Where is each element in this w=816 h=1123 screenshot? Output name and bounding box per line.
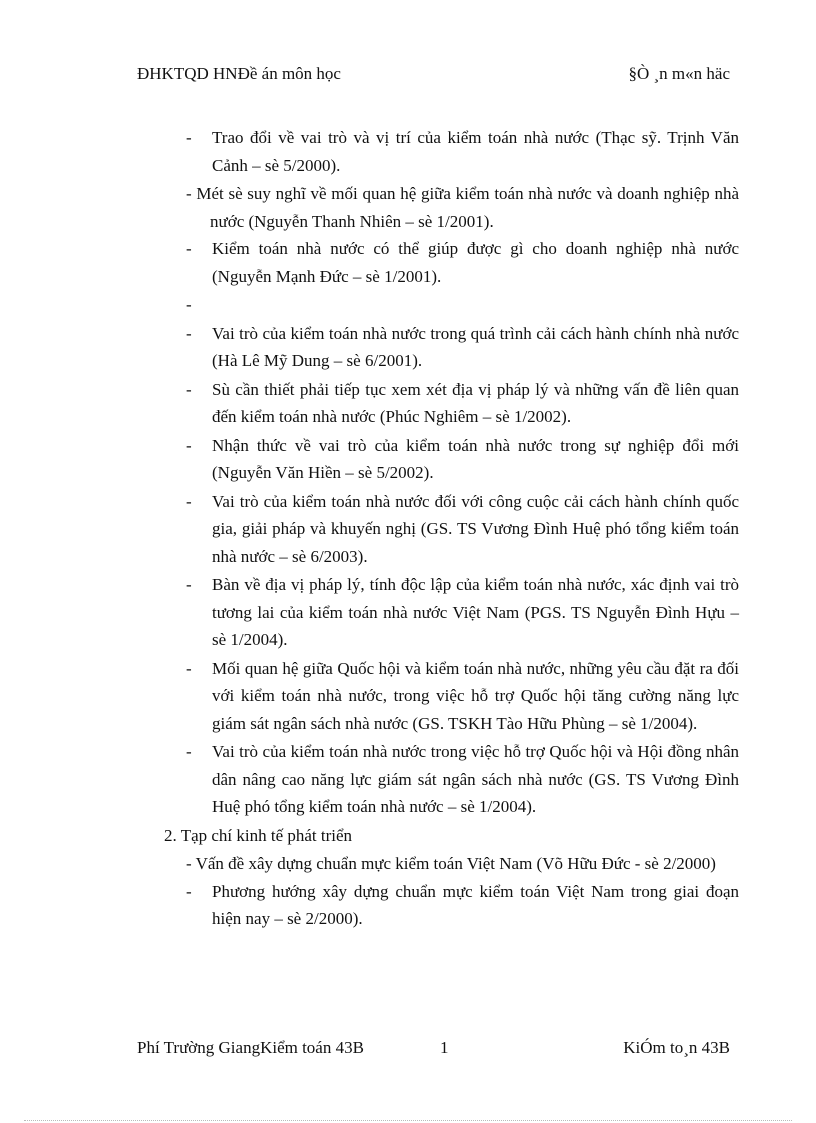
list-item-text: Nhận thức về vai trò của kiểm toán nhà nước trong sự nghiệp đổi mới (Nguyễn Văn Hiền – sè 5/2002).	[212, 435, 739, 482]
list-item	[186, 571, 739, 654]
list-item	[186, 432, 739, 487]
list-item-text: Trao đổi về vai trò và vị trí của kiểm toán nhà nước (Thạc sỹ. Trịnh Văn Cảnh – sè 5/2000).	[212, 128, 739, 175]
list-item-text: Sù cần thiết phải tiếp tục xem xét địa vị pháp lý và những vấn đề liên quan đến kiểm toán nhà nước (Phúc Nghiêm – sè 1/2002).	[212, 379, 739, 426]
dash-marker: -	[186, 435, 192, 455]
dash-marker: -	[186, 658, 192, 678]
section-heading: 2. Tạp chí kinh tế phát triển	[164, 825, 353, 845]
list-item	[186, 124, 739, 179]
header-right-text: §Ò ¸n m«n häc	[628, 64, 730, 83]
list-item	[186, 376, 739, 431]
reference-list-1	[186, 124, 739, 821]
page-header	[137, 64, 730, 88]
dash-marker: -	[186, 128, 192, 147]
list-item-text: Mối quan hệ giữa Quốc hội và kiểm toán nhà nước, những yêu cầu đặt ra đối với kiểm toán nhà nước, trong việc hỗ trợ Quốc hội tăng cường năng lực giám sát ngân sách nhà nước (GS. TSKH Tào Hữu Phùng – sè 1/2004).	[212, 658, 739, 733]
list-item-text: Vai trò của kiểm toán nhà nước trong việc hỗ trợ Quốc hội và Hội đồng nhân dân nâng cao năng lực giám sát ngân sách nhà nước (GS. TS Vương Đình Huệ phó tổng kiểm toán nhà nước – sè 1/2004).	[212, 742, 739, 816]
list-item-text: Phương hướng xây dựng chuẩn mực kiểm toán Việt Nam trong giai đoạn hiện nay – sè 2/2000).	[212, 881, 739, 928]
list-item-text: Kiểm toán nhà nước có thể giúp được gì cho doanh nghiệp nhà nước (Nguyễn Mạnh Đức – sè 1/2001).	[212, 239, 739, 286]
list-item	[186, 738, 739, 821]
dash-marker: -	[186, 239, 192, 258]
footer-left-text: Phí Trường GiangKiểm toán 43B	[137, 1038, 364, 1057]
page-number: 1	[440, 1038, 449, 1057]
list-item	[186, 320, 739, 375]
document-body	[164, 124, 739, 934]
list-item	[186, 850, 739, 878]
list-item	[186, 235, 739, 290]
page-boundary	[24, 1120, 792, 1121]
dash-marker: -	[186, 575, 192, 594]
reference-list-2	[186, 850, 739, 933]
list-item	[186, 180, 739, 235]
dash-marker: -	[186, 379, 192, 399]
list-item-text: Vai trò của kiểm toán nhà nước trong quá trình cải cách hành chính nhà nước (Hà Lê Mỹ Dung – sè 6/2001).	[212, 323, 739, 370]
dash-marker: -	[186, 491, 192, 511]
list-item	[186, 878, 739, 933]
page-footer	[137, 1038, 730, 1062]
dash-marker: -	[186, 295, 192, 314]
dash-marker: -	[186, 742, 192, 761]
list-item	[186, 488, 739, 571]
list-item	[186, 655, 739, 738]
list-item	[186, 291, 739, 319]
footer-right-text: KiÓm to¸n 43B	[623, 1038, 730, 1057]
list-item-text: Vai trò của kiểm toán nhà nước đối với công cuộc cải cách hành chính quốc gia, giải pháp và khuyến nghị (GS. TS Vương Đình Huệ phó tổng kiểm toán nhà nước – sè 6/2003).	[212, 491, 739, 566]
dash-marker: -	[186, 323, 192, 343]
dash-marker: -	[186, 881, 192, 901]
header-left-text: ĐHKTQD HNĐề án môn học	[137, 64, 341, 83]
list-item-text: Bàn về địa vị pháp lý, tính độc lập của kiểm toán nhà nước, xác định vai trò tương lai của kiểm toán nhà nước Việt Nam (PGS. TS Nguyễn Đình Hựu – sè 1/2004).	[212, 575, 739, 649]
list-item-text: - Mét sè suy nghĩ về mối quan hệ giữa kiểm toán nhà nước và doanh nghiệp nhà nước (Nguyễn Thanh Nhiên – sè 1/2001).	[186, 184, 739, 231]
list-item-text: - Vấn đề xây dựng chuẩn mực kiểm toán Việt Nam (Võ Hữu Đức - sè 2/2000)	[186, 854, 716, 873]
